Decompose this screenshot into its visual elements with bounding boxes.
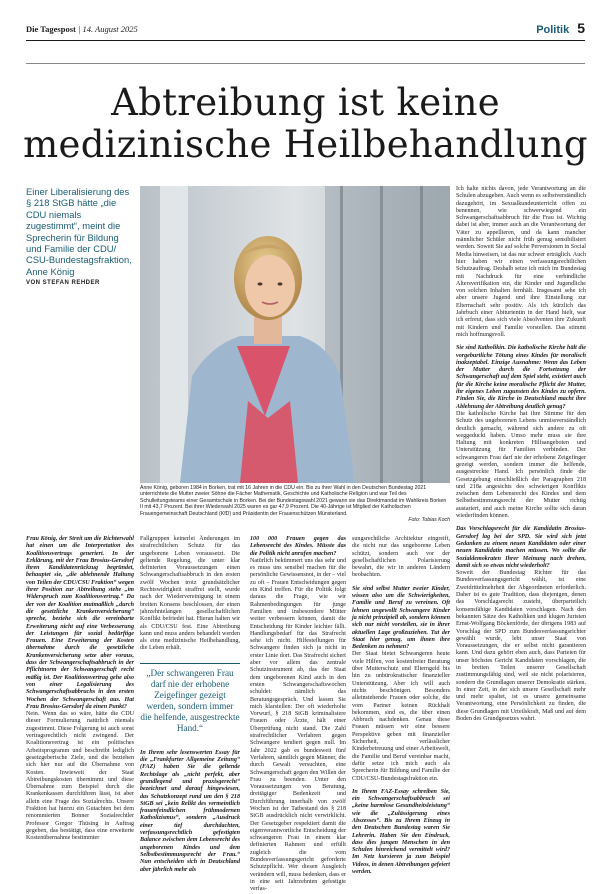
interview-answer: Soweit der Bundestag Richter für das Bundesverfassungsgericht wählt, ist eine Zweidrittelmehrheit der Abgeordneten erforderlich. Daher ist es gute Tradition, dass diejenigen, denen das Vorschlagsrecht zusteht, überparteilich konsensfähige Kandidaten vorschlagen. Nach den bekannten Sätze des Katholiken und klugen Juristen Ernst-Wolfgang Böckenförde, der übrigens 1983 auf Vorschlag der SPD zum Bundesverfassungsrichter gewählt wurde, lebt unser Staat von Voraussetzungen, die er selbst nicht garantieren kann. Und dazu gehört eben auch, dass Parteien für unser höchstes Gericht Kandidaten vorschlagen, die in breiten Teilen unserer Gesellschaft zustimmungsfähig sind, weil sie nicht polarisieren, sondern die Grundlagen unserer Demokratie stärken. In einer Zeit, in der sich unsere Gesellschaft mehr und mehr spaltet, ist es unsere gemeinsame Verantwortung, eine Persönlichkeit zu finden, die diese Grundlagen mit Urteilskraft, Maß und auf dem Boden des Grundgesetzes wahrt. [456, 570, 586, 723]
page-number: 5 [577, 20, 585, 36]
interview-answer: Fallgruppen keinerlei Änderungen im strafrechtlichen Schutz für das ungeborene Leben voraussetzt. Die geltende Regelung, die unter klar definierten Voraussetzungen einen Schwangerschaftsabbruch in den ersten zwölf Wochen trotz grundsätzlicher Rechtswidrigkeit straffrei stellt, wurde nach der Wiedervereinigung in einem breiten Konsens beschlossen, der einen jahrzehntelangen gesellschaftlichen Konflikt befriedet hat. Hieran halten wir als CDU/CSU fest. Eine Abtreibung kann und muss anders behandelt werden als eine medizinische Heilbehandlung, die Leben erhält. [140, 536, 240, 652]
pull-quote: „Der schwangeren Frau darf nie der erhobene Zeigefinger gezeigt werden, sondern immer die helfende, ausgestreckte Hand.“ [140, 663, 240, 738]
interview-answer: Die katholische Kirche hat ihre Stimme für den Schutz des ungeborenen Lebens unmissverständlich deutlich gemacht, während sich andere zu oft weggeduckt haben. Umso mehr muss sie ihre Haltung mit konkreten Hilfsangeboten und Unterstützung für Familien verbinden. Der schwangeren Frau darf nie der erhobene Zeigefinger gezeigt werden, sondern immer die helfende, ausgestreckte Hand. Ich persönlich finde die Gesetzgebung einschließlich der Paragraphen 218 und 218a angesichts des schwierigen Konflikts zwischen dem Lebensrecht des Kindes und dem Selbstbestimmungsrecht der Mutter richtig austariert, und auch meine Kirche sollte sich daran wiederfinden können. [456, 410, 586, 520]
photo-credit: Foto: Tobias Koch [408, 517, 450, 524]
interview-answer: Natürlich bekümmert uns das sehr und es muss uns sensibel machen für die persönliche Gewissensnot, in der – viel zu oft – Frauen Entscheidungen gegen ein Kind treffen. Für die Politik folgt daraus die Frage, wie wir Rahmenbedingungen für junge Familien und insbesondere Mütter weiter verbessern können, damit die Entscheidung für Kinder leichter fällt. Handlungsbedarf für das Strafrecht sehe ich nicht. Hilfestellungen für Schwangere finden sich ja nicht in erster Linie dort. Das Strafrecht sichert aber vor allem das zentrale Schutzinstrument ab, das der Staat dem ungeborenen Kind auch in den ersten Schwangerschaftswochen schuldet: nämlich das Beratungsgespräch. Und lassen Sie mich klarstellen: Der oft wiederholte Vorwurf, § 218 StGB kriminalisiere Frauen oder Ärzte, hält einer Überprüfung nicht stand. Die Zahl strafrechtlicher Verfahren gegen Schwangere tendiert gegen null. Im Jahr 2022 gab es bundesweit fünf Verfahren, sämtlich gegen Männer, die durch Gewalt versuchten, eine Schwangerschaft gegen den Willen der Frau zu beenden. Unter den Voraussetzungen von Beratung, dreitägiger Bedenkzeit und Durchführung innerhalb von zwölf Wochen ist der Tatbestand des § 218 StGB ausdrücklich nicht verwirklicht. Der Gesetzgeber respektiert damit die eigenverantwortliche Entscheidung der schwangeren Frau in einem klar definierten Rahmen und erfüllt zugleich die vom Bundesverfassungsgericht geforderte Schutzpflicht. Wer diesen Ausgleich verändern will, muss bedenken, dass er in eine seit Jahrzehnten gefestigte verfas- [250, 557, 346, 893]
interview-question: 100 000 Frauen gegen das Lebensrecht des Kindes. Müsste das die Politik nicht anrufen machen? [250, 536, 346, 557]
interview-question: Sie sind Katholikin. Die katholische Kirche hält die vorgeburtliche Tötung eines Kindes für moralisch inakzeptabel. Einzige Ausnahme: Wenn das Leben der Mutter durch die Fortsetzung der Schwangerschaft auf dem Spiel steht, existiert auch für die Kirche keine moralische Pflicht der Mutter, ihr eigenes Leben zugunsten des Kindes zu opfern. Finden Sie, die Kirche in Deutschland macht ihre Ablehnung der Abtreibung deutlich genug? [456, 345, 586, 410]
interview-question: Das Vorschlagsrecht für die Kandidatin Brosius-Gersdorf lag bei der SPD. Sie wird sich jetzt Gedanken zu einem neuen Kandidaten oder einer neuen Kandidatin machen müssen. Wo sollte die Sozialdemokraten Ihrer Meinung nach drehen, damit sich so etwas nicht wiederholt? [456, 526, 586, 569]
headline [20, 82, 591, 166]
masthead-rule [26, 40, 585, 41]
article-column-4 [352, 536, 450, 876]
byline: VON STEFAN REHDER [26, 280, 100, 287]
article-column-1 [26, 536, 134, 856]
section-rule [26, 63, 585, 64]
section-label: Politik [536, 24, 570, 36]
teaser [26, 186, 136, 286]
interview-answer: Nein. Wenn das so wäre, hätte die CDU dieser Formulierung natürlich niemals zugestimmt. Diese Folgerung ist auch sonst vertragsrechtlich nicht zwingend. Der Koalitionsvertrag ist ein politisches Arbeitsprogramm und beschreibt lediglich gesetzgeberische Ziele, und die beziehen sich hier nur auf die Übernahme von Kosten. Inwieweit der Staat Abtreibungskosten übernimmt und diese Übernahme zum Beispiel durch die Krankenkassen durchführen lässt, ist aber allein eine Frage des Sozialrechts. Unsere Fraktion hat hierzu ein Gutachten bei dem renommierten Bonner Sozialrechtler Professor Gregor Thüsing in Auftrag gegeben, das bestätigt, dass eine erweiterte Kostenübernahme bestimmter [26, 711, 134, 842]
article-column-5 [456, 186, 586, 856]
interview-question: In Ihrem FAZ-Essay schreiben Sie, ein Schwangerschaftsabbruch sei „keine harmlose Gesundheitsleistung“ wie die „Zulässigerung eines Abszesses“. Bis zu Ihrem Einzug in den Deutschen Bundestag waren Sie Lehrerin. Haben Sie den Eindruck, dass dies jungen Menschen in den Schulen hinreichend vermittelt wird? Im Netz kursieren ja zum Beispiel Videos, in denen Abtreibungen gefeiert werden. [352, 788, 450, 876]
headline-line-1: Abtreibung ist keine [111, 81, 500, 124]
headline-line-2: medizinische Heilbehandlung [23, 123, 588, 166]
interview-answer: Der Staat bietet Schwangeren heute viele Hilfen, von kostenfreier Beratung über Mutterschutz und Elterngeld bis hin zu unbürokratischer finanzieller Unterstützung. Aber ich will auch nichts beschönigen. Besonders alleinstehende Frauen oder solche, die vom Partner keinen Rückhalt bekommen, sind es, die über einen Abbruch nachdenken. Genau diese Frauen müssen wir eine bessere Perspektive geben mit finanzieller Sicherheit, verlässlicher Kinderbetreuung und einer Arbeitswelt, die Familie und Beruf vereinbar macht, dafür setze ich mich auch als Sprecherin für Bildung und Familie der CDU/CSU-Bundestagsfraktion ein. [352, 651, 450, 782]
photo-caption [140, 485, 450, 523]
portrait-photo [140, 186, 450, 483]
article-column-3 [250, 536, 346, 893]
article-column-2 [140, 536, 240, 873]
teaser-text: Einer Liberalisierung des § 218 StGB hätte „die CDU niemals zugestimmt“, meint die Sprecherin für Bildung und Familie der CDU/ CSU-Bundestagsfraktion, Anne König [26, 186, 132, 277]
caption-text: Anne König, geboren 1984 in Borken, trat mit 16 Jahren in die CDU ein. Bis zu ihrer Wahl in den Deutschen Bundestag 2021 unterrichtete die Mutter zweier Söhne die Fächer Mathematik, Geschichte und Katholische Religion und war Teil des Schulleitungsteams einer Gesamtschule in Borken. Bei der Bundestagswahl 2021 gewann sie das Direktmandat im Wahlkreis Borken II mit 43,7 Prozent. Bei ihrer Wiederwahl 2025 waren es gar 47,9 Prozent. Die 40-Jährige ist Mitglied der Katholischen Frauengemeinschaft Deutschland (KfD) und Präsidentin der Frauenschützen Münsterland. [140, 485, 447, 517]
masthead-right [536, 20, 585, 38]
issue-date: 14. August 2025 [82, 24, 138, 34]
interview-question: In Ihrem sehr lesenswerten Essay für die „Frankfurter Allgemeine Zeitung“ (FAZ) haben Sie die geltende Rechtslage als „nicht perfekt, aber grundlegend und praxisgerecht“ bezeichnet und darauf hingewiesen, das Schutzkonzept rund um den § 218 StGB sei „kein Relikt des vermeintlich frauenfeindlichen frühmodernen Katholizismus“, sondern „Ausdruck einer tief durchdachten, verfassungsrechtlich gefestigten Balance zwischen dem Lebensrecht des ungeborenen Kindes und dem Selbstbestimmungsrecht der Frau.“ Nun entscheiden sich in Deutschland aber jährlich mehr als [140, 749, 240, 873]
interview-question: Sie sind selbst Mutter zweier Kinder, wissen also um die Schwierigkeiten, Familie und Beruf zu vereinen. Oft lehnen ungewollt Schwangere Kinder ja nicht prinzipiell ab, sondern können sich nur nicht vorstellen, sie in ihrer aktuellen Lage großzuziehen. Tut der Staat hier genug, um ihnen ihre Bedenken zu nehmen? [352, 585, 450, 651]
masthead-left: Die Tagespost | 14. August 2025 [26, 24, 138, 34]
interview-answer: sungsrechtliche Architektur eingreift, die nicht nur das ungeborene Leben schützt, sondern auch vor der gesellschaftlichen Polarisierung bewahrt, die wir in anderen Ländern beobachten. [352, 536, 450, 579]
portrait-illustration [140, 186, 450, 483]
interview-answer: Ich halte nichts davon, jede Verantwortung an die Schulen abzugeben. Auch wenn es selbstverständlich dazugehört, im Sexualkundeunterricht offen zu benennen, wie schwerwiegend ein Schwangerschaftsabbruch für die Frau ist. Wichtig dabei ist aber, immer auch an die Verantwortung der Väter zu appellieren, und da kann mancher männlicher Schüler nicht früh genug sensibilisiert werden. Soweit Sie auf solche Perversionen in Social Media hinweisen, ist das nur schwer erträglich. Auch hier haben wir einen verfassungsrechtlichen Schutzauftrag. Deshalb setze ich mich im Bundestag mit Nachdruck für eine verbindliche Altersverifikation ein, die Kinder und Jugendliche von solchen Inhalten fernhält. Insgesamt sehe ich aber unsere Jugend und ihre Einstellung zur Elternschaft sehr positiv. Als ich kürzlich das Jahrbuch einer Abiturientin in der Hand hielt, war ich erfreut, dass sich viele Absolventen ihre Zukunft mit Kindern und Familie vorstellen. Das stimmt mich hoffnungsvoll. [456, 186, 586, 338]
interview-question: Frau König, der Streit um die Richterwahl hat einen um die Interpretation des Koalitionsvertrags generiert. In der Erklärung, mit der Frau Brosius-Gersdorf ihren Kandidatenrückzug begründet, behauptet sie, „die ablehnende Haltung von Teilen der CDU/CSU Fraktion“ wegen ihrer Position zur Abtreibung stehe „im Widerspruch zum Koalitionsvertrag.“ Da der von der Koalition mutmaßlich „durch die gesetzliche Krankenversicherung“ spreche, beziehe sich die vereinbarte Erweiterung nicht auf eine Verbesserung der Leistungen für sozial bedürftige Frauen. Eine Erweiterung der Kosten übernahme durch die gesetzliche Krankenversicherung setze aber voraus, dass der Schwangerschaftsabbruch in der Pflichtnorm der Schwangerschaft recht mäßig ist. Der Koalitionsvertrag gehe also von einer Legalisierung des Schwangerschaftsabbruchs in den ersten Wochen der Schwangerschaft aus. Hat Frau Brosius-Gersdorf da einen Punkt? [26, 536, 134, 710]
newspaper-name: Die Tagespost [26, 24, 76, 34]
masthead [26, 22, 585, 40]
